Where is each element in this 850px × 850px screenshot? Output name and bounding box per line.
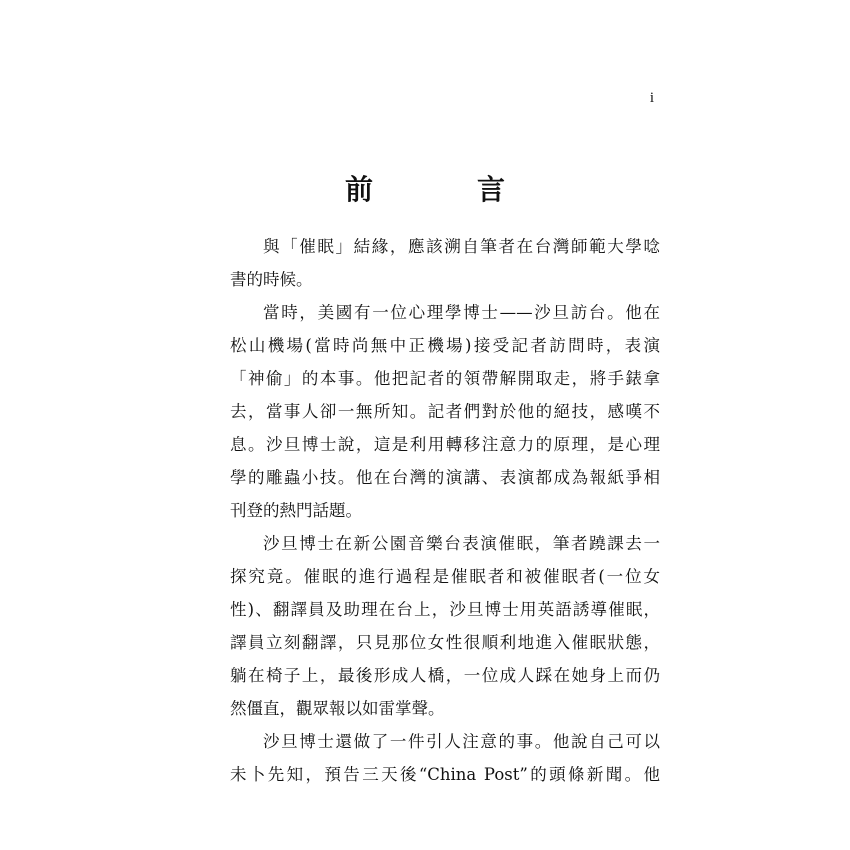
text-line: 沙旦博士在新公園音樂台表演催眠，筆者蹺課去一 [263,534,660,553]
text-line: 躺在椅子上，最後形成人橋，一位成人踩在她身上而仍 [230,666,660,685]
text-line: 息。沙旦博士說，這是利用轉移注意力的原理，是心理 [230,435,660,454]
page-number: i [649,90,654,106]
text-line: 與「催眠」結緣，應該溯自筆者在台灣師範大學唸 [263,237,660,256]
text-line: 未卜先知，預告三天後“China Post”的頭條新聞。他 [230,765,660,784]
text-line: 當時，美國有一位心理學博士——沙旦訪台。他在 [263,303,660,322]
text-line: 性)、翻譯員及助理在台上，沙旦博士用英語誘導催眠， [230,600,660,619]
text-line: 去，當事人卻一無所知。記者們對於他的絕技，感嘆不 [230,402,660,421]
text-line: 探究竟。催眠的進行過程是催眠者和被催眠者(一位女 [230,567,660,586]
text-line: 沙旦博士還做了一件引人注意的事。他說自己可以 [263,732,660,751]
text-line: 學的雕蟲小技。他在台灣的演講、表演都成為報紙爭相 [230,468,660,487]
text-line: 「神偷」的本事。他把記者的領帶解開取走，將手錶拿 [230,369,660,388]
text-line: 譯員立刻翻譯，只見那位女性很順利地進入催眠狀態， [230,633,660,652]
text-line: 松山機場(當時尚無中正機場)接受記者訪問時，表演 [230,336,660,355]
page-title: 前 言 [344,173,543,206]
text-line: 刊登的熱門話題。 [230,501,362,520]
text-line: 書的時候。 [230,270,313,289]
body-text [230,230,660,791]
text-line: 然僵直，觀眾報以如雷掌聲。 [230,699,445,718]
